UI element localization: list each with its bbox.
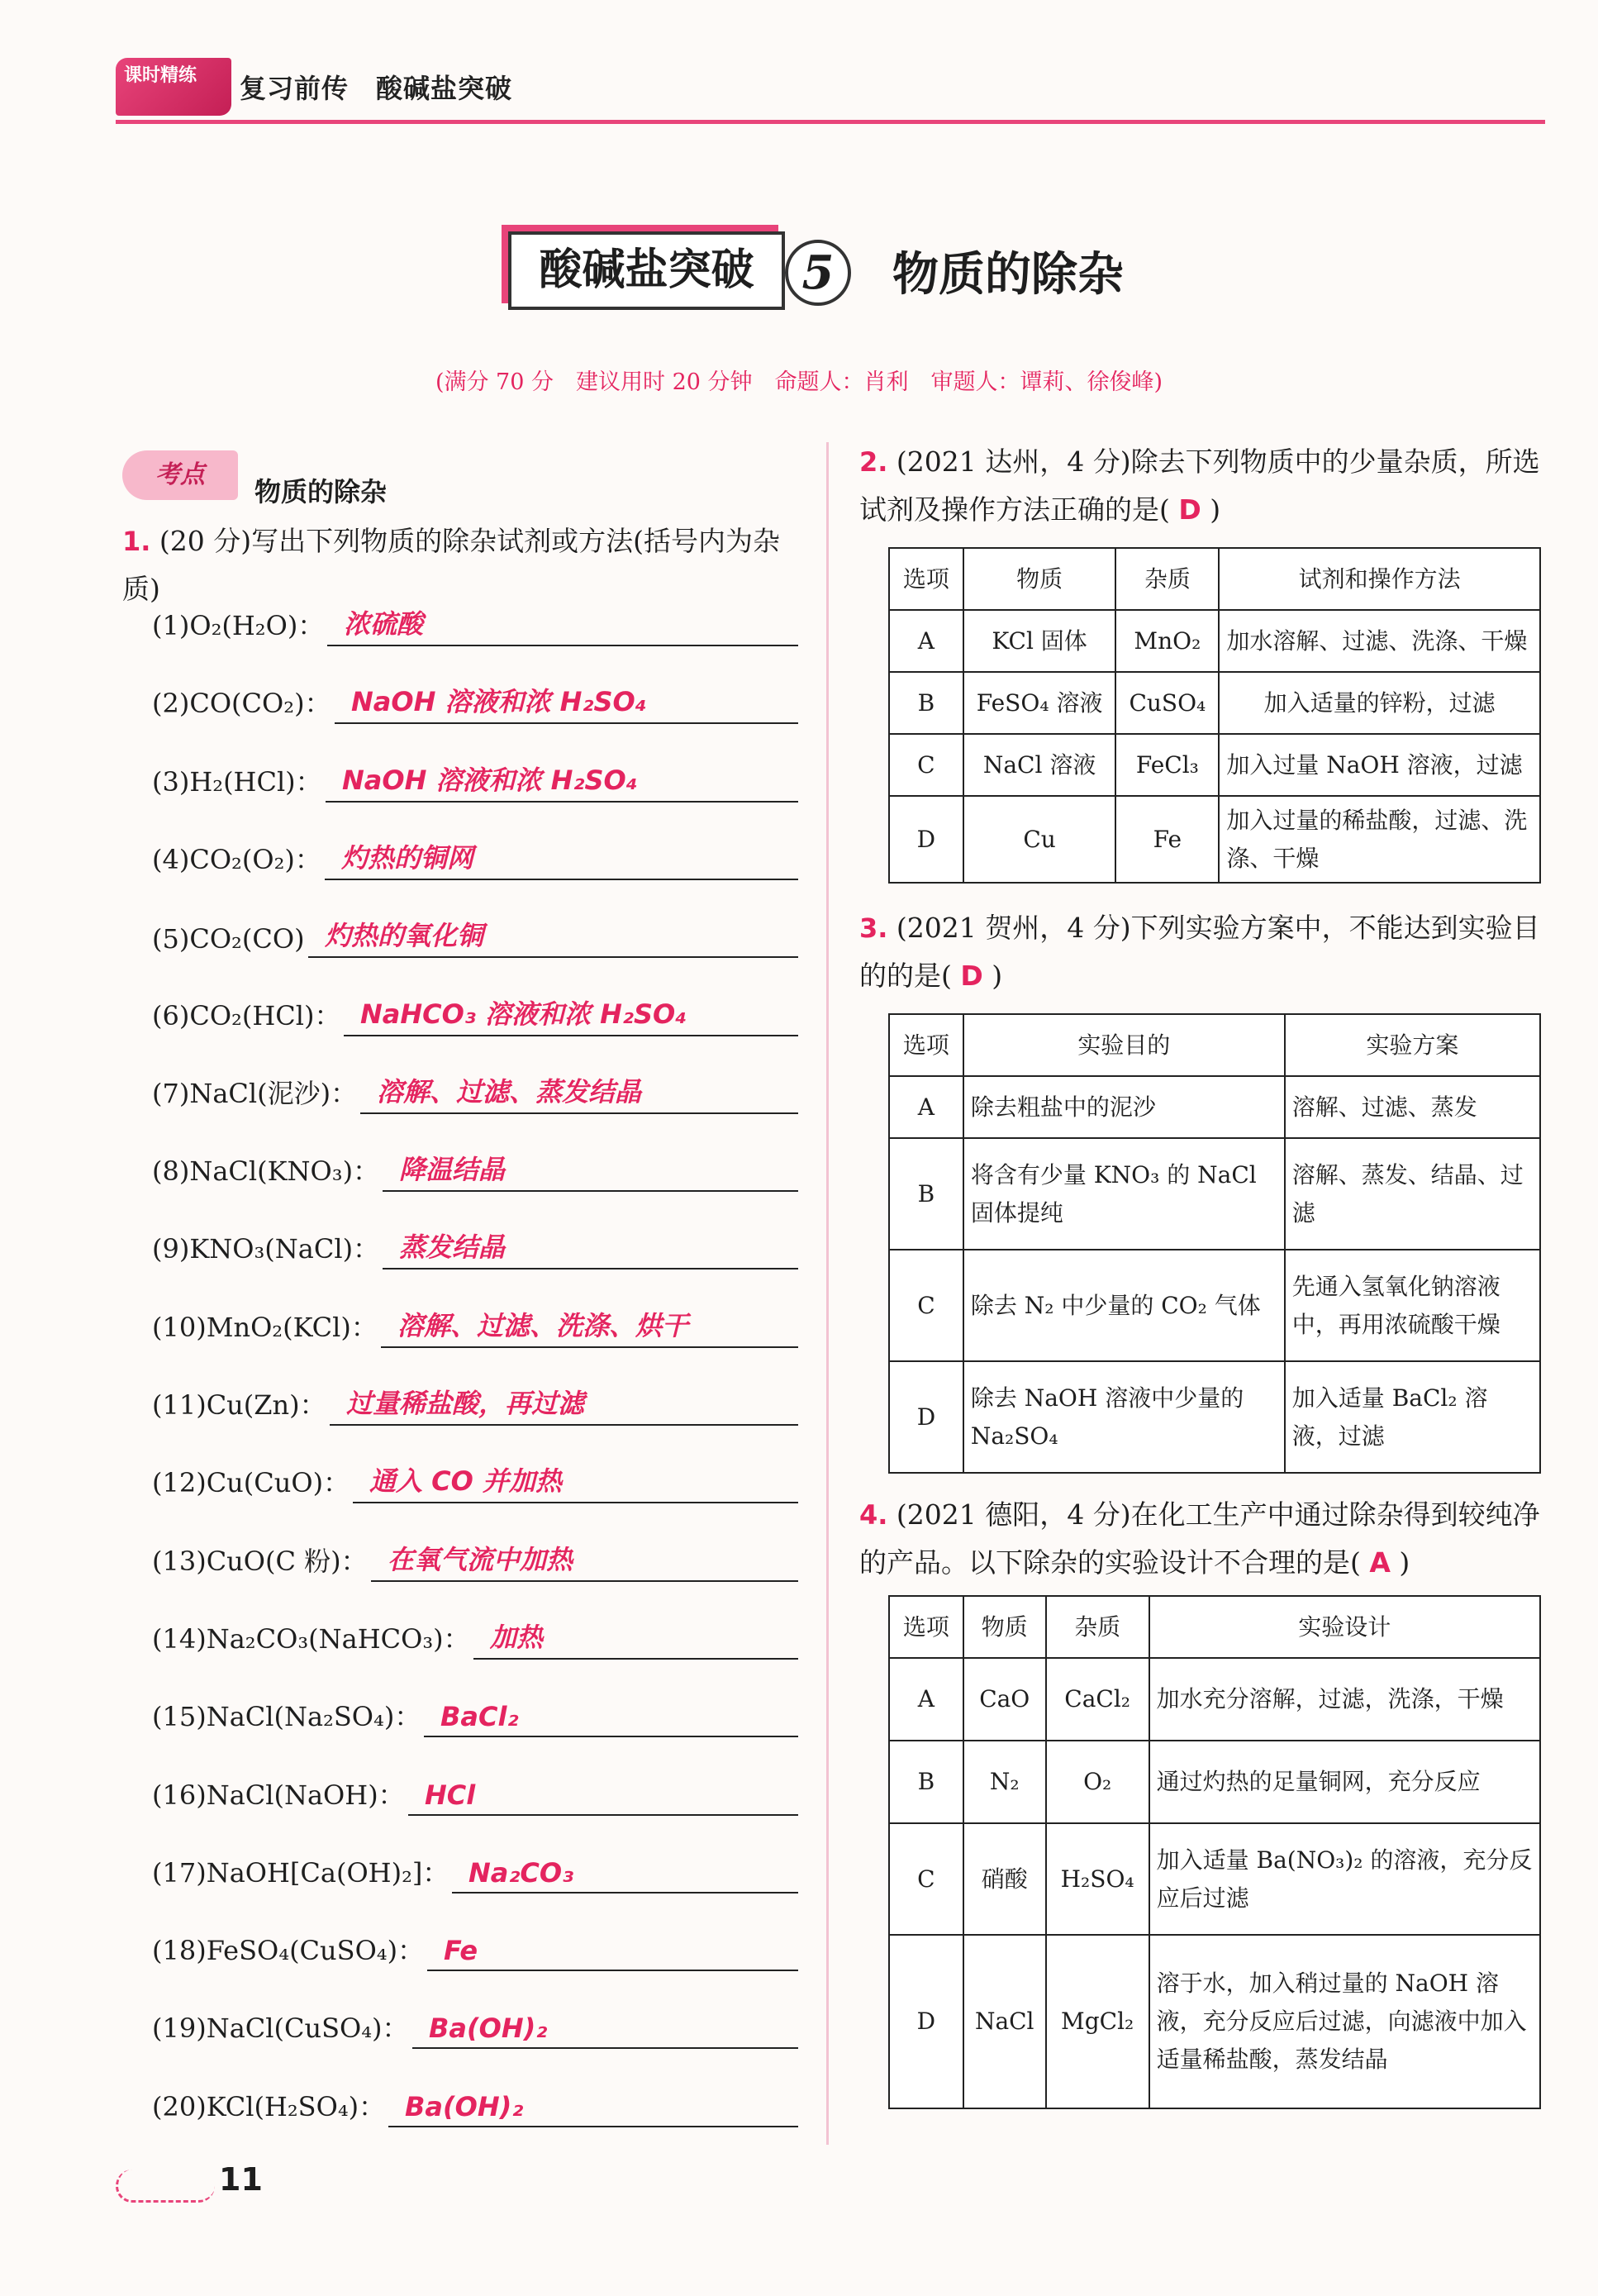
q1-item-label: (18)FeSO₄(CuSO₄)： [152, 1935, 425, 1967]
q4-number: 4. [859, 1499, 888, 1531]
q1-item-label: (7)NaCl(泥沙)： [152, 1077, 358, 1109]
answer-underline [388, 2126, 798, 2127]
answer-underline [424, 1736, 798, 1737]
table-cell: FeCl₃ [1115, 734, 1219, 796]
logo: 课时精练 [116, 58, 231, 116]
table-cell: A [889, 1076, 963, 1138]
q3-text-end: ) [992, 960, 1003, 992]
title-box: 酸碱盐突破 [508, 231, 785, 310]
q4-answer: A [1369, 1546, 1391, 1579]
table-cell: O₂ [1046, 1741, 1149, 1823]
table-row [889, 734, 1540, 796]
table-row [889, 1935, 1540, 2108]
q1-item [152, 1383, 805, 1432]
table-cell: NaCl 溶液 [963, 734, 1116, 796]
section-title [508, 223, 1194, 322]
q1-item-label: (11)Cu(Zn)： [152, 1389, 326, 1421]
answer-underline [408, 1814, 798, 1816]
q1-item [152, 1928, 805, 1978]
table-cell: 除去粗盐中的泥沙 [963, 1076, 1285, 1138]
table-cell: 加入适量 Ba(NO₃)₂ 的溶液，充分反应后过滤 [1149, 1823, 1540, 1935]
table-row [889, 1823, 1540, 1935]
q1-item-label: (9)KNO₃(NaCl)： [152, 1233, 380, 1265]
q1-item-answer: 浓硫酸 [344, 608, 424, 640]
table-cell: B [889, 1138, 963, 1250]
q1-item-label: (12)Cu(CuO)： [152, 1467, 350, 1499]
q1-item-answer: 溶解、过滤、蒸发结晶 [377, 1075, 642, 1108]
q1-item [152, 1773, 805, 1822]
q3-answer: D [960, 960, 983, 992]
table-header-cell: 实验设计 [1149, 1596, 1540, 1658]
q1-item [152, 1305, 805, 1355]
q2-number: 2. [859, 446, 888, 478]
table-cell: 先通入氢氧化钠溶液中，再用浓硫酸干燥 [1285, 1250, 1540, 1361]
answer-underline [473, 1658, 798, 1660]
table-header-cell: 实验目的 [963, 1014, 1285, 1076]
answer-underline [335, 722, 798, 724]
table-cell: 加入适量的锌粉，过滤 [1219, 672, 1540, 734]
q1-item-label: (4)CO₂(O₂)： [152, 843, 321, 875]
table-cell: D [889, 1361, 963, 1473]
q4-text: (2021 德阳，4 分)在化工生产中通过除杂得到较纯净的产品。以下除杂的实验设计不合理的是( [859, 1498, 1540, 1579]
q1-item-answer: 在氧气流中加热 [388, 1543, 573, 1575]
page-header [116, 50, 1545, 128]
q1-stem [122, 517, 808, 613]
table-cell: B [889, 672, 963, 734]
table-header-cell: 杂质 [1046, 1596, 1149, 1658]
q1-number: 1. [122, 526, 151, 557]
q1-item-label: (17)NaOH[Ca(OH)₂]： [152, 1856, 449, 1889]
table-cell: 加入过量的稀盐酸，过滤、洗涤、干燥 [1219, 796, 1540, 883]
q1-item-answer: 过量稀盐酸，再过滤 [346, 1388, 585, 1419]
table-cell: 溶于水，加入稍过量的 NaOH 溶液，充分反应后过滤，向滤液中加入适量稀盐酸，蒸发结晶 [1149, 1935, 1540, 2108]
q2-stem [859, 438, 1545, 534]
table-cell: 除去 NaOH 溶液中少量的 Na₂SO₄ [963, 1361, 1285, 1473]
q1-item [152, 993, 805, 1043]
answer-underline [330, 1424, 798, 1426]
table-cell: A [889, 1658, 963, 1741]
footer-decoration [116, 2170, 215, 2203]
table-row [889, 1250, 1540, 1361]
q1-item [152, 760, 805, 809]
q1-item-label: (6)CO₂(HCl)： [152, 999, 341, 1031]
kaodian-title: 物质的除杂 [254, 476, 388, 507]
table-cell: 将含有少量 KNO₃ 的 NaCl 固体提纯 [963, 1138, 1285, 1250]
q2-answer: D [1178, 493, 1201, 526]
table-cell: FeSO₄ 溶液 [963, 672, 1116, 734]
q1-item-label: (19)NaCl(CuSO₄)： [152, 2013, 409, 2045]
table-cell: 加入过量 NaOH 溶液，过滤 [1219, 734, 1540, 796]
page-number: 11 [219, 2161, 263, 2198]
q1-item-answer: Na₂CO₃ [468, 1856, 574, 1889]
table-header-row [889, 1596, 1540, 1658]
table-row [889, 1741, 1540, 1823]
table-cell: NaCl [963, 1935, 1046, 2108]
q3-stem [859, 904, 1545, 1000]
q1-item-label: (15)NaCl(Na₂SO₄)： [152, 1701, 421, 1733]
answer-underline [360, 1112, 798, 1114]
table-cell: 加入适量 BaCl₂ 溶液，过滤 [1285, 1361, 1540, 1473]
q1-item [152, 1071, 805, 1121]
q1-item-answer: Ba(OH)₂ [429, 2013, 548, 2045]
table-row [889, 1361, 1540, 1473]
table-cell: H₂SO₄ [1046, 1823, 1149, 1935]
answer-underline [427, 1970, 798, 1971]
q1-item [152, 2006, 805, 2055]
q1-item-answer: NaOH 溶液和浓 H₂SO₄ [342, 764, 638, 796]
q1-item [152, 837, 805, 887]
q1-item [152, 1460, 805, 1510]
table-row [889, 1076, 1540, 1138]
q3-table [888, 1013, 1541, 1474]
table-row [889, 1658, 1540, 1741]
q1-item-answer: 溶解、过滤、洗涤、烘干 [397, 1309, 689, 1341]
title-topic: 物质的除杂 [892, 248, 1124, 302]
table-cell: 硝酸 [963, 1823, 1046, 1935]
table-header-cell: 物质 [963, 548, 1116, 610]
q1-item [152, 1851, 805, 1900]
q1-item [152, 1539, 805, 1589]
table-cell: Cu [963, 796, 1116, 883]
kaodian-tag: 考点 [122, 450, 238, 500]
table-cell: C [889, 734, 963, 796]
q1-item [152, 1694, 805, 1744]
exam-meta: (满分 70 分 建议用时 20 分钟 命题人：肖利 审题人：谭莉、徐俊峰) [435, 369, 1163, 395]
table-cell: 通过灼热的足量铜网，充分反应 [1149, 1741, 1540, 1823]
column-divider [826, 442, 829, 2145]
q4-table [888, 1595, 1541, 2109]
answer-underline [325, 879, 798, 880]
table-cell: 加水溶解、过滤、洗涤、干燥 [1219, 610, 1540, 672]
table-header-row [889, 1014, 1540, 1076]
q1-item-label: (20)KCl(H₂SO₄)： [152, 2090, 386, 2122]
answer-underline [353, 1502, 798, 1503]
q1-item [152, 1227, 805, 1276]
header-text: 复习前传 酸碱盐突破 [240, 73, 513, 104]
q4-text-end: ) [1399, 1546, 1410, 1579]
table-cell: D [889, 796, 963, 883]
answer-underline [344, 1035, 798, 1036]
q1-item [152, 2084, 805, 2134]
table-cell: KCl 固体 [963, 610, 1116, 672]
q1-item-answer: 通入 CO 并加热 [369, 1465, 562, 1498]
q2-text: (2021 达州，4 分)除去下列物质中的少量杂质，所选试剂及操作方法正确的是( [859, 445, 1540, 526]
table-row [889, 610, 1540, 672]
q1-item [152, 1617, 805, 1666]
table-cell: 加水充分溶解，过滤，洗涤，干燥 [1149, 1658, 1540, 1741]
table-cell: CaCl₂ [1046, 1658, 1149, 1741]
table-cell: D [889, 1935, 963, 2108]
table-header-cell: 杂质 [1115, 548, 1219, 610]
table-cell: MnO₂ [1115, 610, 1219, 672]
title-number: 5 [785, 240, 851, 306]
table-cell: CuSO₄ [1115, 672, 1219, 734]
answer-underline [308, 956, 798, 958]
table-cell: N₂ [963, 1741, 1046, 1823]
table-row [889, 672, 1540, 734]
answer-underline [371, 1580, 798, 1582]
q1-item [152, 681, 805, 731]
q1-item-answer: 灼热的铜网 [341, 841, 474, 874]
q1-item-answer: 降温结晶 [399, 1154, 506, 1186]
q2-table [888, 547, 1541, 884]
q3-text: (2021 贺州，4 分)下列实验方案中，不能达到实验目的的是( [859, 912, 1540, 992]
q1-item-label: (2)CO(CO₂)： [152, 688, 331, 720]
table-header-cell: 试剂和操作方法 [1219, 548, 1540, 610]
q1-item-answer: NaHCO₃ 溶液和浓 H₂SO₄ [360, 998, 687, 1030]
q1-item-label: (16)NaCl(NaOH)： [152, 1779, 405, 1811]
table-cell: 溶解、蒸发、结晶、过滤 [1285, 1138, 1540, 1250]
q1-item-answer: HCl [425, 1779, 476, 1811]
table-row [889, 1138, 1540, 1250]
q1-item-label: (10)MnO₂(KCl)： [152, 1311, 378, 1343]
table-cell: C [889, 1250, 963, 1361]
answer-underline [327, 645, 798, 646]
table-row [889, 796, 1540, 883]
answer-underline [381, 1346, 798, 1348]
q1-item-answer: 加热 [490, 1621, 544, 1653]
table-cell: C [889, 1823, 963, 1935]
answer-underline [412, 2047, 798, 2049]
table-cell: 除去 N₂ 中少量的 CO₂ 气体 [963, 1250, 1285, 1361]
table-cell: B [889, 1741, 963, 1823]
table-header-cell: 选项 [889, 1014, 963, 1076]
answer-underline [326, 801, 798, 803]
q3-number: 3. [859, 912, 888, 944]
q1-item-label: (3)H₂(HCl)： [152, 765, 322, 798]
q1-item-label: (5)CO₂(CO) [152, 923, 305, 955]
q1-item [152, 1149, 805, 1198]
table-cell: Fe [1115, 796, 1219, 883]
q1-item-label: (8)NaCl(KNO₃)： [152, 1155, 380, 1188]
answer-underline [383, 1190, 798, 1192]
q1-item-answer: NaOH 溶液和浓 H₂SO₄ [351, 686, 647, 718]
table-header-cell: 物质 [963, 1596, 1046, 1658]
q1-item [152, 603, 805, 653]
table-cell: CaO [963, 1658, 1046, 1741]
q1-item-label: (14)Na₂CO₃(NaHCO₃)： [152, 1622, 470, 1655]
q1-text: (20 分)写出下列物质的除杂试剂或方法(括号内为杂质) [122, 525, 781, 605]
q1-item-label: (13)CuO(C 粉)： [152, 1545, 368, 1577]
answer-underline [452, 1892, 798, 1893]
q1-item-answer: 蒸发结晶 [399, 1231, 506, 1264]
header-rule [116, 120, 1545, 124]
page-footer [116, 2161, 281, 2211]
table-header-cell: 实验方案 [1285, 1014, 1540, 1076]
q4-stem [859, 1491, 1545, 1587]
table-cell: A [889, 610, 963, 672]
q1-item [152, 915, 805, 965]
q1-item-answer: 灼热的氧化铜 [325, 920, 484, 952]
table-cell: 溶解、过滤、蒸发 [1285, 1076, 1540, 1138]
table-header-cell: 选项 [889, 548, 963, 610]
table-cell: MgCl₂ [1046, 1935, 1149, 2108]
table-header-row [889, 548, 1540, 610]
answer-underline [383, 1268, 798, 1269]
q1-item-label: (1)O₂(H₂O)： [152, 610, 325, 641]
q2-text-end: ) [1210, 493, 1221, 526]
q1-item-answer: BaCl₂ [440, 1701, 519, 1733]
q1-item-answer: Fe [444, 1935, 478, 1967]
table-header-cell: 选项 [889, 1596, 963, 1658]
q1-item-answer: Ba(OH)₂ [405, 2090, 524, 2122]
